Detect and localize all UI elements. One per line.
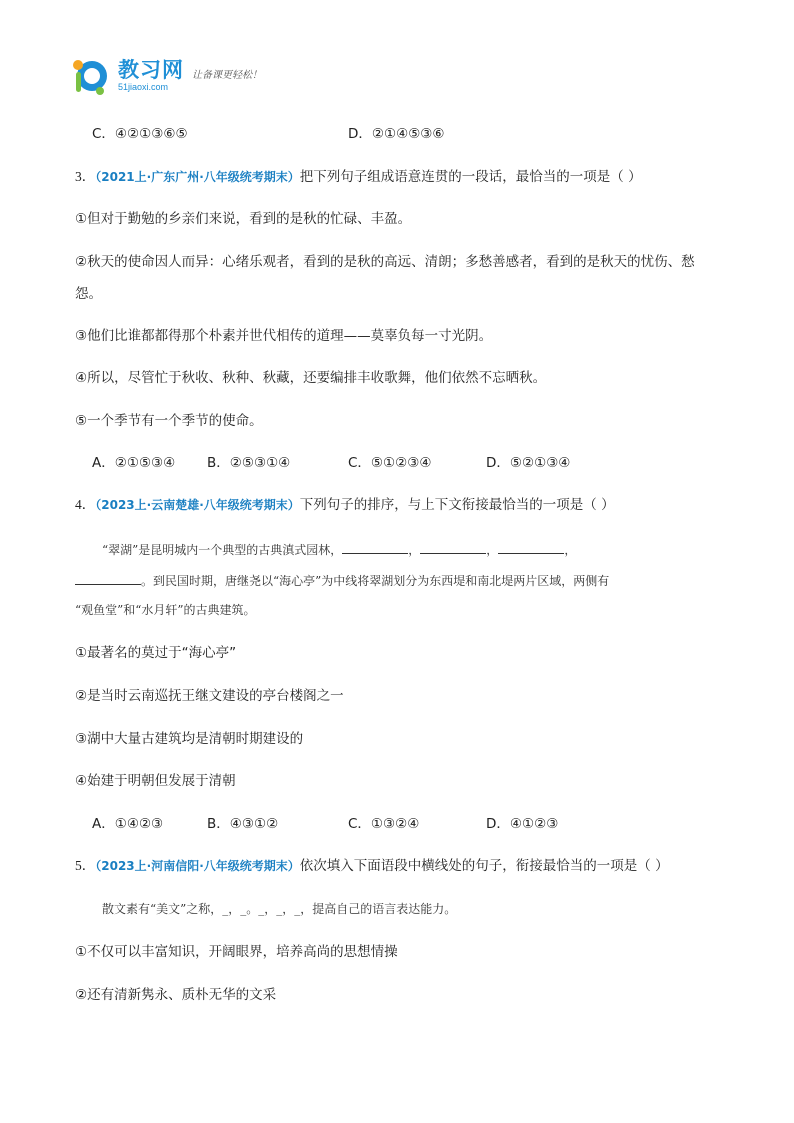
q4-option-c[interactable]: C．①③②④ [348,816,420,832]
q5-sentence-1: ①不仅可以丰富知识，开阔眼界，培养高尚的思想情操 [75,944,398,960]
q4-sentence-4: ④始建于明朝但发展于清朝 [75,773,236,789]
q4-option-d[interactable]: D．④①②③ [486,816,559,832]
q3-number: 3． [75,169,96,184]
q5-sentence-2: ②还有清新隽永、质朴无华的文采 [75,987,277,1003]
q3-option-c[interactable]: C．⑤①②③④ [348,455,432,471]
q5-passage: 散文素有“美文”之称，_，_。_，_，_，提高自己的语言表达能力。 [102,902,457,916]
q4-sentence-3: ③湖中大量古建筑均是清朝时期建设的 [75,731,304,747]
blank [342,539,408,554]
q4-passage-line-2 [75,570,609,591]
q2-option-c[interactable]: C．④②①③⑥⑤ [92,126,188,142]
q4-option-b[interactable]: B．④③①② [207,816,279,832]
q4-stem: 下列句子的排序，与上下文衔接最恰当的一项是（ ） [299,497,615,513]
q3-source: （2021上·广东广州·八年级统考期末） [95,170,300,184]
q5-source: （2023上·河南信阳·八年级统考期末） [95,859,300,873]
q4-passage-3: “观鱼堂”和“水月轩”的古典建筑。 [75,603,256,617]
q3-stem-line [75,167,642,187]
q4-number: 4． [75,497,96,512]
q2-option-d[interactable]: D．②①④⑤③⑥ [348,126,445,142]
q3-stem: 把下列句子组成语意连贯的一段话，最恰当的一项是（ ） [299,169,642,185]
slogan: 让备课更轻松！ [192,70,262,81]
blank [420,539,486,554]
q5-stem-line [75,856,669,876]
logo-icon [70,56,110,96]
q4-sentence-1: ①最著名的莫过于“海心亭” [75,645,237,661]
logo-text: 教习网 [118,58,184,82]
q4-source: （2023上·云南楚雄·八年级统考期末） [95,498,300,512]
q3-option-d[interactable]: D．⑤②①③④ [486,455,571,471]
q3-sentence-2-cont: 怨。 [75,286,102,302]
q5-stem: 依次填入下面语段中横线处的句子，衔接最恰当的一项是（ ） [299,858,669,874]
q4-option-a[interactable]: A．①④②③ [92,816,164,832]
q5-number: 5． [75,858,96,873]
q3-sentence-2: ②秋天的使命因人而异：心绪乐观者，看到的是秋的高远、清朗；多愁善感者，看到的是秋天的忧伤、愁 [75,254,695,270]
q4-sentence-2: ②是当时云南巡抚王继文建设的亭台楼阁之一 [75,688,344,704]
q3-sentence-1: ①但对于勤勉的乡亲们来说，看到的是秋的忙碌、丰盈。 [75,211,412,227]
q4-passage-2: 。到民国时期，唐继尧以“海心亭”为中线将翠湖划分为东西堤和南北堤两片区域，两侧有 [141,574,610,588]
q3-option-a[interactable]: A．②①⑤③④ [92,455,176,471]
q3-option-b[interactable]: B．②⑤③①④ [207,455,291,471]
logo-url: 51jiaoxi.com [118,82,169,92]
q3-sentence-4: ④所以，尽管忙于秋收、秋种、秋藏，还要编排丰收歌舞，他们依然不忘晒秋。 [75,370,547,386]
q3-sentence-3: ③他们比谁都都得那个朴素并世代相传的道理——莫辜负每一寸光阴。 [75,328,493,344]
blank [75,570,141,585]
blank [498,539,564,554]
q3-sentence-5: ⑤一个季节有一个季节的使命。 [75,413,263,429]
q4-passage-line-1: “翠湖”是昆明城内一个典型的古典滇式园林， ， ， ， [102,539,576,560]
site-header [70,52,370,98]
q4-passage-1: “翠湖”是昆明城内一个典型的古典滇式园林， [102,543,343,557]
q4-stem-line [75,495,615,515]
